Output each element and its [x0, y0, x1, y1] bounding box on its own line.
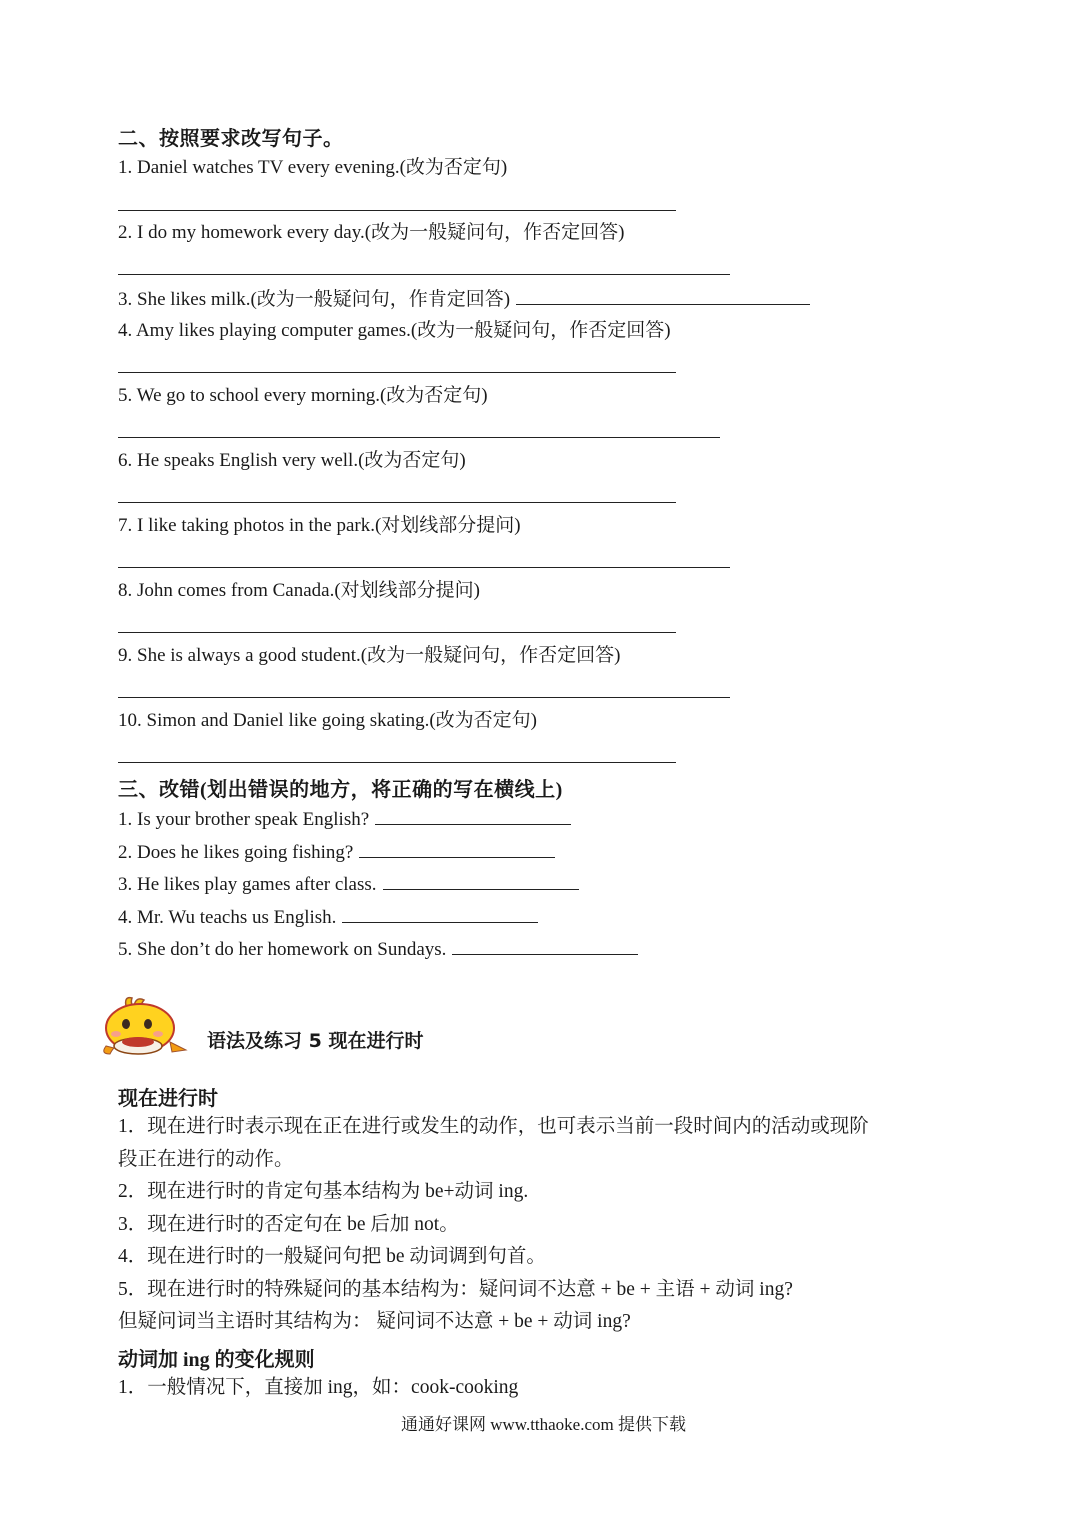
footer-credit: 通通好课网 www.tthaoke.com 提供下载	[400, 1415, 687, 1434]
rewrite-question-5: 5. We go to school every morning.(改为否定句)	[118, 385, 488, 406]
correction-line-3[interactable]	[383, 871, 579, 890]
grammar-point-1-cont: 段正在进行的动作。	[118, 1149, 294, 1170]
rewrite-question-1: 1. Daniel watches TV every evening.(改为否定句)	[118, 157, 508, 178]
error-item-5-text: 5. She don’t do her homework on Sundays.	[118, 939, 447, 960]
correction-line-2[interactable]	[359, 839, 555, 858]
error-item-2-text: 2. Does he likes going fishing?	[118, 842, 354, 863]
error-item-4	[118, 904, 538, 930]
grammar-heading: 现在进行时	[118, 1088, 218, 1110]
answer-line-9[interactable]	[118, 697, 730, 698]
section-2-title: 二、按照要求改写句子。	[118, 128, 344, 150]
correction-line-4[interactable]	[342, 904, 538, 923]
rewrite-question-7: 7. I like taking photos in the park.(对划线部分提问)	[118, 515, 521, 536]
error-item-1-text: 1. Is your brother speak English?	[118, 809, 370, 830]
error-item-3-text: 3. He likes play games after class.	[118, 874, 377, 895]
rules-heading: 动词加 ing 的变化规则	[118, 1349, 315, 1371]
rewrite-question-2: 2. I do my homework every day.(改为一般疑问句，作否定回答)	[118, 222, 625, 243]
rewrite-question-10: 10. Simon and Daniel like going skating.(改为否定句)	[118, 710, 538, 731]
rewrite-question-9: 9. She is always a good student.(改为一般疑问句，作否定回答)	[118, 645, 621, 666]
rule-1: 1．一般情况下，直接加 ing，如：cook-cooking	[118, 1377, 519, 1398]
error-item-2	[118, 839, 555, 865]
answer-line-5[interactable]	[118, 437, 720, 438]
grammar-point-1: 1．现在进行时表示现在正在进行或发生的动作，也可表示当前一段时间内的活动或现阶	[118, 1116, 869, 1137]
rewrite-question-4: 4. Amy likes playing computer games.(改为一般疑问句，作否定回答)	[118, 320, 671, 341]
grammar-point-5-note: 但疑问词当主语时其结构为： 疑问词不达意 + be + 动词 ing?	[118, 1311, 631, 1332]
answer-line-8[interactable]	[118, 632, 676, 633]
grammar-point-5: 5．现在进行时的特殊疑问的基本结构为：疑问词不达意 + be + 主语 + 动词 ing?	[118, 1279, 793, 1300]
error-item-1	[118, 806, 571, 832]
rewrite-question-3	[118, 286, 810, 312]
error-item-4-text: 4. Mr. Wu teachs us English.	[118, 907, 337, 928]
section-3-title: 三、改错(划出错误的地方，将正确的写在横线上)	[118, 779, 563, 801]
rewrite-question-6: 6. He speaks English very well.(改为否定句)	[118, 450, 466, 471]
grammar-point-3: 3．现在进行时的否定句在 be 后加 not。	[118, 1214, 459, 1235]
duck-icon	[96, 992, 192, 1062]
rewrite-question-3-text: 3. She likes milk.(改为一般疑问句，作肯定回答)	[118, 289, 511, 310]
grammar-point-4: 4．现在进行时的一般疑问句把 be 动词调到句首。	[118, 1246, 546, 1267]
error-item-3	[118, 871, 579, 897]
grammar-point-2: 2．现在进行时的肯定句基本结构为 be+动词 ing.	[118, 1181, 529, 1202]
correction-line-5[interactable]	[452, 936, 638, 955]
answer-line-1[interactable]	[118, 210, 676, 211]
answer-line-3[interactable]	[516, 286, 810, 305]
lesson-title: 语法及练习 5 现在进行时	[207, 1030, 424, 1052]
error-item-5	[118, 936, 638, 962]
rewrite-question-8: 8. John comes from Canada.(对划线部分提问)	[118, 580, 480, 601]
answer-line-6[interactable]	[118, 502, 676, 503]
correction-line-1[interactable]	[375, 806, 571, 825]
answer-line-7[interactable]	[118, 567, 730, 568]
answer-line-4[interactable]	[118, 372, 676, 373]
answer-line-10[interactable]	[118, 762, 676, 763]
answer-line-2[interactable]	[118, 274, 730, 275]
